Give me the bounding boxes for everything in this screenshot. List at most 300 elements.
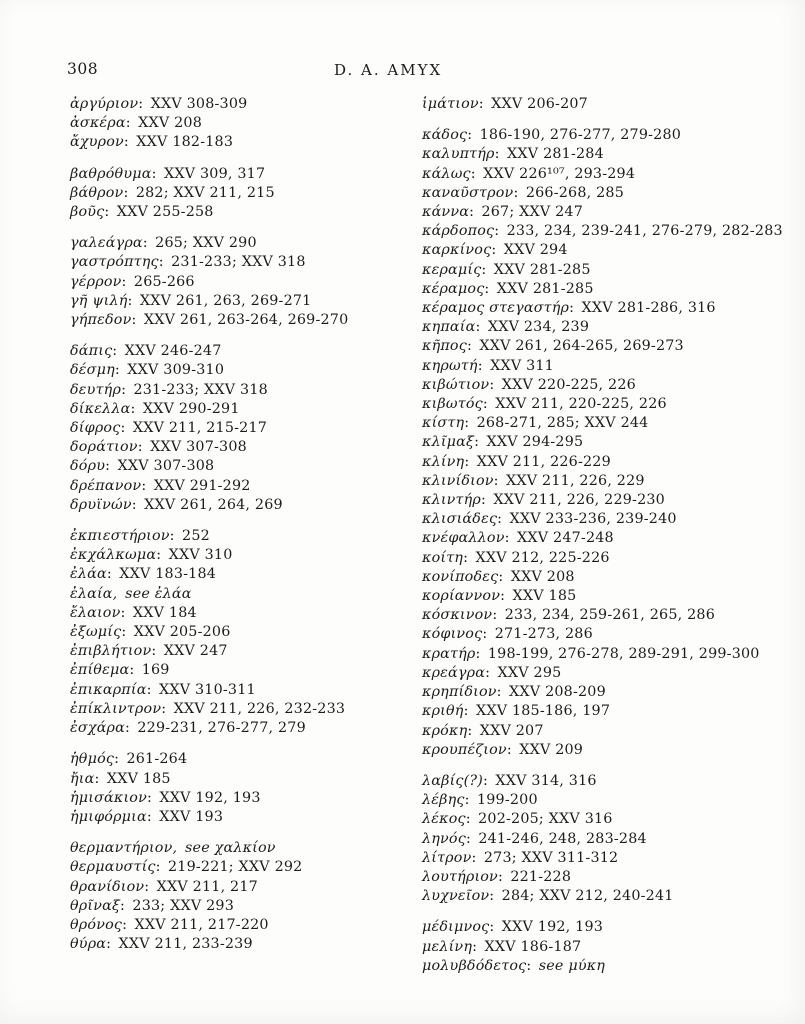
letter-group [422,918,800,976]
index-entry [422,222,800,241]
entry-separator: , [112,585,123,602]
entry-refs: XXV 311 [490,357,554,374]
entry-refs: XXV 310 [168,547,233,564]
entry-separator: : [482,626,492,643]
index-entry [70,400,420,419]
entry-term: βοῦς [70,204,105,221]
entry-term: κρεάγρα [422,664,486,681]
entry-term: ἱμάτιον [422,96,479,112]
entry-term: γῆ ψιλή [70,292,128,309]
entry-separator: : [129,662,139,679]
entry-refs: 233, 234, 259-261, 265, 286 [504,607,716,624]
entry-separator: : [475,645,485,662]
entry-refs: XXV 307-308 [117,458,215,475]
index-entry [70,95,420,114]
index-entry [70,642,420,661]
entry-refs: see μύκη [538,957,606,974]
index-entry [422,849,800,868]
index-right-column [422,95,800,988]
entry-refs: 233, 234, 239-241, 276-279, 282-283 [506,223,783,240]
entry-term: κόφινος [422,626,483,643]
entry-refs: XXV 246-247 [124,343,222,360]
entry-separator: : [120,897,130,914]
entry-separator: : [481,261,491,278]
entry-refs: XXV 211, 226, 232-233 [173,700,346,717]
entry-term: καρκίνος [422,242,492,259]
entry-term: ἀργύριον [70,96,139,112]
index-entry [422,772,800,791]
index-entry [70,342,420,361]
entry-term: κάλως [422,165,471,182]
entry-separator: : [483,772,493,789]
entry-separator: : [463,703,473,720]
entry-separator: : [146,789,157,806]
entry-refs: XXV 310-311 [158,681,256,698]
entry-separator: : [489,376,499,393]
index-entry [70,661,420,680]
entry-term: λέβης [422,792,465,809]
entry-term: ἐπικαρπία [70,681,147,698]
index-entry [70,789,420,808]
entry-refs: 282; XXV 211, 215 [135,184,275,201]
index-entry [70,546,420,565]
entry-refs: XXV 290-291 [142,400,240,417]
entry-refs: 231-233; XXV 318 [133,381,268,398]
entry-refs: XXV 211, 226-229 [476,453,611,470]
entry-separator: : [497,511,507,528]
entry-term: κλίνη [422,453,465,470]
entry-term: ἐκχάλκωμα [70,547,157,564]
index-entry [70,527,420,546]
entry-term: κιβωτός [422,396,483,413]
entry-term: λουτήριον [422,868,498,885]
entry-refs: XXV 211, 215-217 [132,420,268,437]
entry-refs: XXV 281-284 [507,146,604,163]
entry-term: ληνός [422,830,466,847]
index-entry [70,585,420,604]
entry-separator: : [131,312,141,329]
index-entry [70,133,420,152]
entry-refs: XXV 281-285 [496,280,594,297]
entry-separator: : [114,362,125,379]
entry-term: ἡμιφόρμια [70,808,147,825]
entry-separator: : [492,607,502,624]
entry-separator: : [493,472,504,489]
entry-term: δευτήρ [70,381,122,398]
entry-refs: XXV 211, 217-220 [134,916,269,933]
index-entry [422,918,800,937]
entry-separator: : [464,415,474,432]
entry-term: θύρα [70,936,107,953]
entry-term: λίτρον [422,849,472,866]
entry-term: ἀσκέρα [70,115,126,132]
entry-refs: XXV 184 [132,604,197,621]
index-entry [422,184,800,203]
entry-refs: XXV 185-186, 197 [475,703,611,720]
letter-group [70,95,420,153]
entry-separator: : [127,292,137,309]
index-entry [422,453,800,472]
entry-refs: 198-199, 276-278, 289-291, 299-300 [487,645,760,662]
entry-separator: : [491,242,501,259]
index-entry [70,700,420,719]
entry-separator: : [155,859,165,876]
entry-separator: : [477,357,488,374]
entry-separator: : [469,204,479,221]
entry-term: γέρρον [70,273,122,290]
entry-term: κρηπίδιον [422,684,497,701]
entry-refs: XXV 182-183 [136,134,234,151]
index-entry [70,165,420,184]
entry-separator: : [464,453,474,470]
index-entry [70,897,420,916]
entry-separator: : [137,439,148,456]
entry-separator: : [161,700,171,717]
entry-term: κάννα [422,204,470,221]
entry-term: καναῦστρον [422,184,514,201]
entry-refs: 265-266 [133,273,195,290]
entry-separator: : [151,165,161,182]
index-entry [70,234,420,253]
entry-refs: 267; XXV 247 [481,204,584,221]
entry-refs: XXV 193 [159,808,224,825]
index-entry [70,496,420,515]
entry-term: κρατήρ [422,645,476,662]
entry-refs: XXV 247 [163,643,228,660]
index-entry [70,253,420,272]
index-entry [70,839,420,858]
entry-term: κνέφαλλον [422,530,505,547]
letter-group [422,95,800,114]
entry-term: γήπεδον [70,312,132,329]
index-entry [422,241,800,260]
entry-separator: : [106,566,117,583]
entry-refs: 221-228 [510,868,572,885]
entry-separator: : [569,300,579,317]
entry-term: κλιντήρ [422,492,482,509]
entry-term: βαθρόθυμα [70,165,152,182]
index-entry [422,299,800,318]
entry-separator: : [489,919,499,936]
entry-term: κίστη [422,415,465,432]
index-entry [422,491,800,510]
index-entry [70,719,420,738]
entry-refs: XXV 308-309 [150,96,248,112]
entry-refs: XXV 307-308 [150,439,247,456]
entry-term: κῆπος [422,338,467,355]
entry-separator: : [463,549,473,566]
entry-separator: : [158,254,169,271]
entry-refs: XXV 212, 225-226 [475,549,610,566]
entry-refs: 241-246, 248, 283-284 [478,830,647,847]
entry-term: μολυβδόδετος [422,957,527,974]
index-entry [422,606,800,625]
entry-term: κλῖμαξ [422,434,475,451]
entry-term: καλυπτήρ [422,146,495,163]
entry-refs: XXV 281-285 [493,261,591,278]
index-entry [70,381,420,400]
index-entry [422,587,800,606]
index-entry [70,292,420,311]
entry-separator: : [472,938,482,955]
entry-term: κηπαία [422,319,476,336]
entry-refs: XXV 294-295 [486,434,584,451]
letter-group [422,772,800,906]
entry-refs: XXV 255-258 [116,204,214,221]
entry-separator: : [506,741,517,758]
index-entry [422,337,800,356]
entry-term: ἄχυρον [70,134,124,151]
letter-group [70,234,420,330]
entry-refs: 252 [182,528,210,545]
entry-refs: XXV 192, 193 [501,919,604,936]
entry-term: κορίαννον [422,588,501,605]
index-entry [422,810,800,829]
entry-term: κέραμος [422,280,485,297]
entry-separator: : [112,343,122,360]
entry-refs: XXV 309-310 [127,362,225,379]
letter-group [422,126,800,760]
entry-term: ἐξωμίς [70,624,122,641]
index-entry [422,95,800,114]
index-entry [422,357,800,376]
entry-refs: XXV 247-248 [517,530,614,547]
entry-separator: : [526,957,536,974]
page-number: 308 [67,60,99,78]
entry-separator: : [470,165,481,182]
entry-term: κιβώτιον [422,376,490,393]
index-entry [70,565,420,584]
index-entry [422,529,800,548]
entry-refs: see χαλκίον [185,840,276,857]
index-entry [422,395,800,414]
index-entry [422,280,800,299]
index-entry [70,878,420,897]
entry-refs: 265; XXV 290 [155,235,257,252]
entry-separator: : [121,624,131,641]
entry-refs: XXV 185 [512,588,577,605]
entry-separator: : [144,878,154,895]
entry-refs: XXV 207 [479,722,544,739]
entry-separator: : [156,547,166,564]
entry-refs: 199-200 [476,792,538,809]
index-entry [70,273,420,292]
entry-refs: XXV 261, 264, 269 [144,496,283,513]
index-entry [422,568,800,587]
entry-separator: : [481,492,491,509]
entry-refs: XXV 294 [503,242,568,259]
index-entry [70,457,420,476]
index-entry [422,145,800,164]
entry-refs: XXV 314, 316 [495,772,597,789]
letter-group [70,165,420,223]
entry-term: δέσμη [70,362,115,379]
entry-separator: : [489,888,499,905]
entry-refs: XXV 208 [138,115,203,132]
entry-refs: XXV 186-187 [484,938,582,955]
entry-separator: : [94,770,104,787]
index-entry [422,472,800,491]
entry-refs: 261-264 [126,751,188,768]
entry-refs: 202-205; XXV 316 [478,811,613,828]
index-entry [70,311,420,330]
entry-term: θερμαυστίς [70,859,156,876]
entry-separator: : [464,792,474,809]
index-entry [422,126,800,145]
entry-separator: : [122,916,132,933]
entry-separator: : [467,127,477,144]
index-entry [422,791,800,810]
index-entry [70,916,420,935]
entry-refs: XXV 309, 317 [163,165,266,182]
entry-term: λαβίς(?) [422,772,484,789]
index-entry [422,683,800,702]
entry-separator: : [120,604,130,621]
entry-term: κλινίδιον [422,472,494,489]
entry-refs: XXV 281-286, 316 [581,300,716,317]
index-entry [422,830,800,849]
entry-refs: XXV 295 [497,664,562,681]
entry-separator: : [146,681,156,698]
entry-term: λυχνεῖον [422,888,490,905]
entry-term: θρανίδιον [70,878,145,895]
entry-separator: : [471,849,481,866]
index-entry [422,722,800,741]
entry-separator: : [504,530,514,547]
entry-separator: : [125,720,135,737]
entry-term: ἐλαία [70,585,113,602]
index-entry [70,750,420,769]
running-head-title: D. A. AMYX [334,61,443,79]
entry-term: δοράτιον [70,439,138,456]
index-entry [70,419,420,438]
entry-separator: : [123,184,133,201]
entry-refs: XXV 261, 263, 269-271 [139,292,312,309]
entry-separator: : [484,280,494,297]
entry-refs: XXV 205-206 [133,624,231,641]
entry-refs: 271-273, 286 [494,626,593,643]
entry-term: κόσκινον [422,607,493,624]
index-entry [422,702,800,721]
entry-term: μέδιμνος [422,919,490,936]
entry-separator: : [466,338,477,355]
index-entry [422,318,800,337]
index-left-column [70,95,420,966]
entry-refs: see ἐλάα [125,585,192,602]
entry-separator: : [131,496,142,513]
entry-separator: : [500,588,510,605]
index-entry [422,203,800,222]
entry-separator: : [498,568,508,585]
entry-separator: , [172,840,183,857]
index-entry [70,935,420,954]
index-entry [422,664,800,683]
index-entry [422,549,800,568]
entry-refs: XXV 234, 239 [487,319,590,336]
entry-separator: : [121,273,131,290]
index-entry [422,868,800,887]
entry-separator: : [485,664,495,681]
entry-separator: : [475,319,485,336]
entry-refs: XXV 211, 226, 229-230 [493,492,665,509]
entry-separator: : [478,96,489,112]
index-entry [70,361,420,380]
entry-separator: : [138,96,148,112]
entry-refs: 268-271, 285; XXV 244 [476,415,649,432]
entry-term: κοίτη [422,549,464,566]
entry-term: κλισιάδες [422,511,498,528]
index-entry [70,114,420,133]
entry-term: ἐσχάρα [70,720,126,737]
index-entry [70,858,420,877]
entry-separator: : [496,684,507,701]
entry-separator: : [120,420,130,437]
index-entry [70,438,420,457]
entry-refs: XXV 211, 217 [156,878,258,895]
index-entry [422,625,800,644]
entry-term: κηρωτή [422,357,478,374]
entry-refs: 186-190, 276-277, 279-280 [479,127,682,144]
entry-separator: : [141,477,151,494]
entry-refs: 284; XXV 212, 240-241 [501,888,674,905]
letter-group [70,750,420,827]
entry-separator: : [474,434,484,451]
index-entry [70,604,420,623]
entry-separator: : [467,722,477,739]
index-entry [422,376,800,395]
entry-refs: 231-233; XXV 318 [171,254,306,271]
index-entry [422,510,800,529]
entry-term: δόρυ [70,458,106,475]
entry-separator: : [513,184,523,201]
entry-refs: XXV 211, 220-225, 226 [495,396,667,413]
entry-term: ἡθμός [70,751,115,768]
entry-term: ἔλαιον [70,604,121,621]
entry-term: κάρδοπος [422,223,495,240]
entry-term: κρόκη [422,722,468,739]
index-entry [422,165,800,184]
entry-separator: : [169,528,180,545]
index-entry [422,938,800,957]
entry-term: μελίνη [422,938,473,955]
index-entry [70,770,420,789]
entry-term: κονίποδες [422,568,499,585]
index-entry [422,433,800,452]
entry-refs: XXV 261, 264-265, 269-273 [479,338,684,355]
entry-refs: XXV 206-207 [491,96,588,112]
index-entry [422,645,800,664]
index-entry [422,957,800,976]
entry-term: θρῖναξ [70,897,121,914]
entry-refs: XXV 291-292 [153,477,251,494]
entry-separator: : [146,808,157,825]
entry-term: θερμαντήριον [70,840,173,857]
entry-refs: XXV 208-209 [509,684,606,701]
entry-separator: : [494,146,505,163]
entry-refs: 229-231, 276-277, 279 [137,720,306,737]
entry-term: δάπις [70,343,113,360]
entry-term: γαλεάγρα [70,235,143,252]
index-entry [70,623,420,642]
entry-refs: XXV 183-184 [119,566,217,583]
entry-refs: XXV 226¹⁰⁷, 293-294 [483,165,636,182]
entry-separator: : [494,223,504,240]
entry-refs: XXV 211, 233-239 [118,936,253,953]
index-entry [422,741,800,760]
entry-term: ἐλάα [70,566,107,583]
entry-refs: XXV 233-236, 239-240 [509,511,677,528]
entry-refs: XXV 192, 193 [159,789,261,806]
